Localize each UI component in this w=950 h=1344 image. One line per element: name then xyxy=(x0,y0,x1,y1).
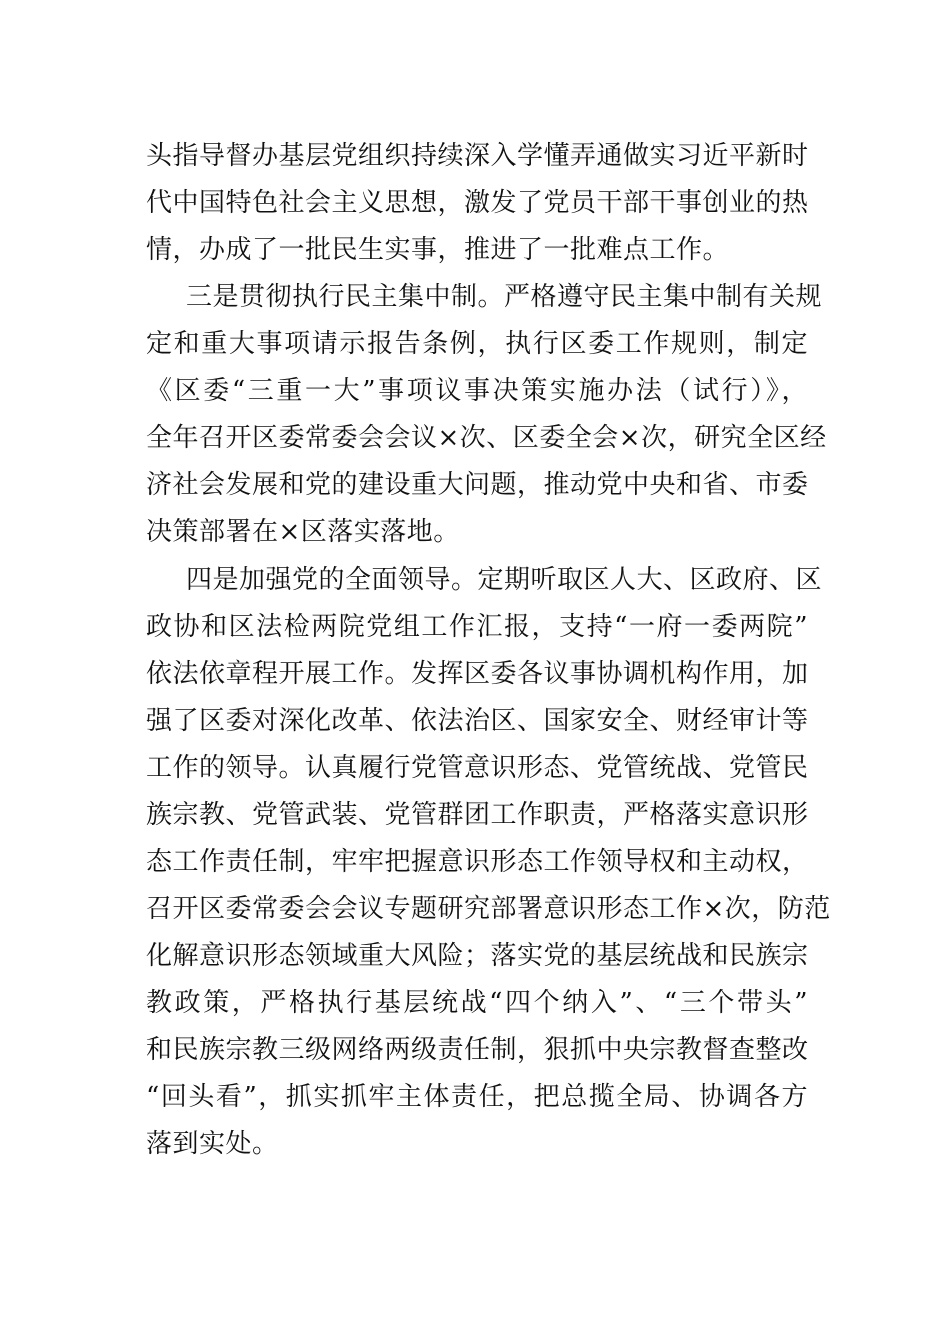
text-line: 和民族宗教三级网络两级责任制，狠抓中央宗教督查整改 xyxy=(146,1035,809,1065)
text-line: 依法依章程开展工作。发挥区委各议事协调机构作用，加 xyxy=(146,659,809,689)
text-line: 落到实处。 xyxy=(146,1129,279,1159)
text-line: 情，办成了一批民生实事，推进了一批难点工作。 xyxy=(146,235,730,265)
text-line: 工作的领导。认真履行党管意识形态、党管统战、党管民 xyxy=(146,753,809,783)
text-line: 态工作责任制，牢牢把握意识形态工作领导权和主动权， xyxy=(146,847,809,877)
paragraph-heading-line: 三是贯彻执行民主集中制。严格遵守民主集中制有关规 xyxy=(186,282,823,312)
text-line: 族宗教、党管武装、党管群团工作职责，严格落实意识形 xyxy=(146,800,809,830)
text-line: 化解意识形态领域重大风险；落实党的基层统战和民族宗 xyxy=(146,941,809,971)
text-line: 强了区委对深化改革、依法治区、国家安全、财经审计等 xyxy=(146,706,809,736)
text-line: 头指导督办基层党组织持续深入学懂弄通做实习近平新时 xyxy=(146,141,809,171)
paragraph-heading-line: 四是加强党的全面领导。定期听取区人大、区政府、区 xyxy=(186,565,823,595)
text-line: 定和重大事项请示报告条例，执行区委工作规则，制定 xyxy=(146,329,808,359)
text-line: 《区委“三重一大”事项议事决策实施办法（试行）》， xyxy=(146,376,808,406)
text-line: 政协和区法检两院党组工作汇报，支持“一府一委两院” xyxy=(146,612,808,642)
text-line: 教政策，严格执行基层统战“四个纳入”、“三个带头” xyxy=(146,988,808,1018)
text-line: 决策部署在×区落实落地。 xyxy=(146,517,460,547)
text-line: 全年召开区委常委会会议×次、区委全会×次，研究全区经 xyxy=(146,423,827,453)
text-line: 代中国特色社会主义思想，激发了党员干部干事创业的热 xyxy=(146,188,809,218)
text-line: 济社会发展和党的建设重大问题，推动党中央和省、市委 xyxy=(146,470,809,500)
text-line: 召开区委常委会会议专题研究部署意识形态工作×次，防范 xyxy=(146,894,831,924)
text-line: “回头看”，抓实抓牢主体责任，把总揽全局、协调各方 xyxy=(146,1082,808,1112)
